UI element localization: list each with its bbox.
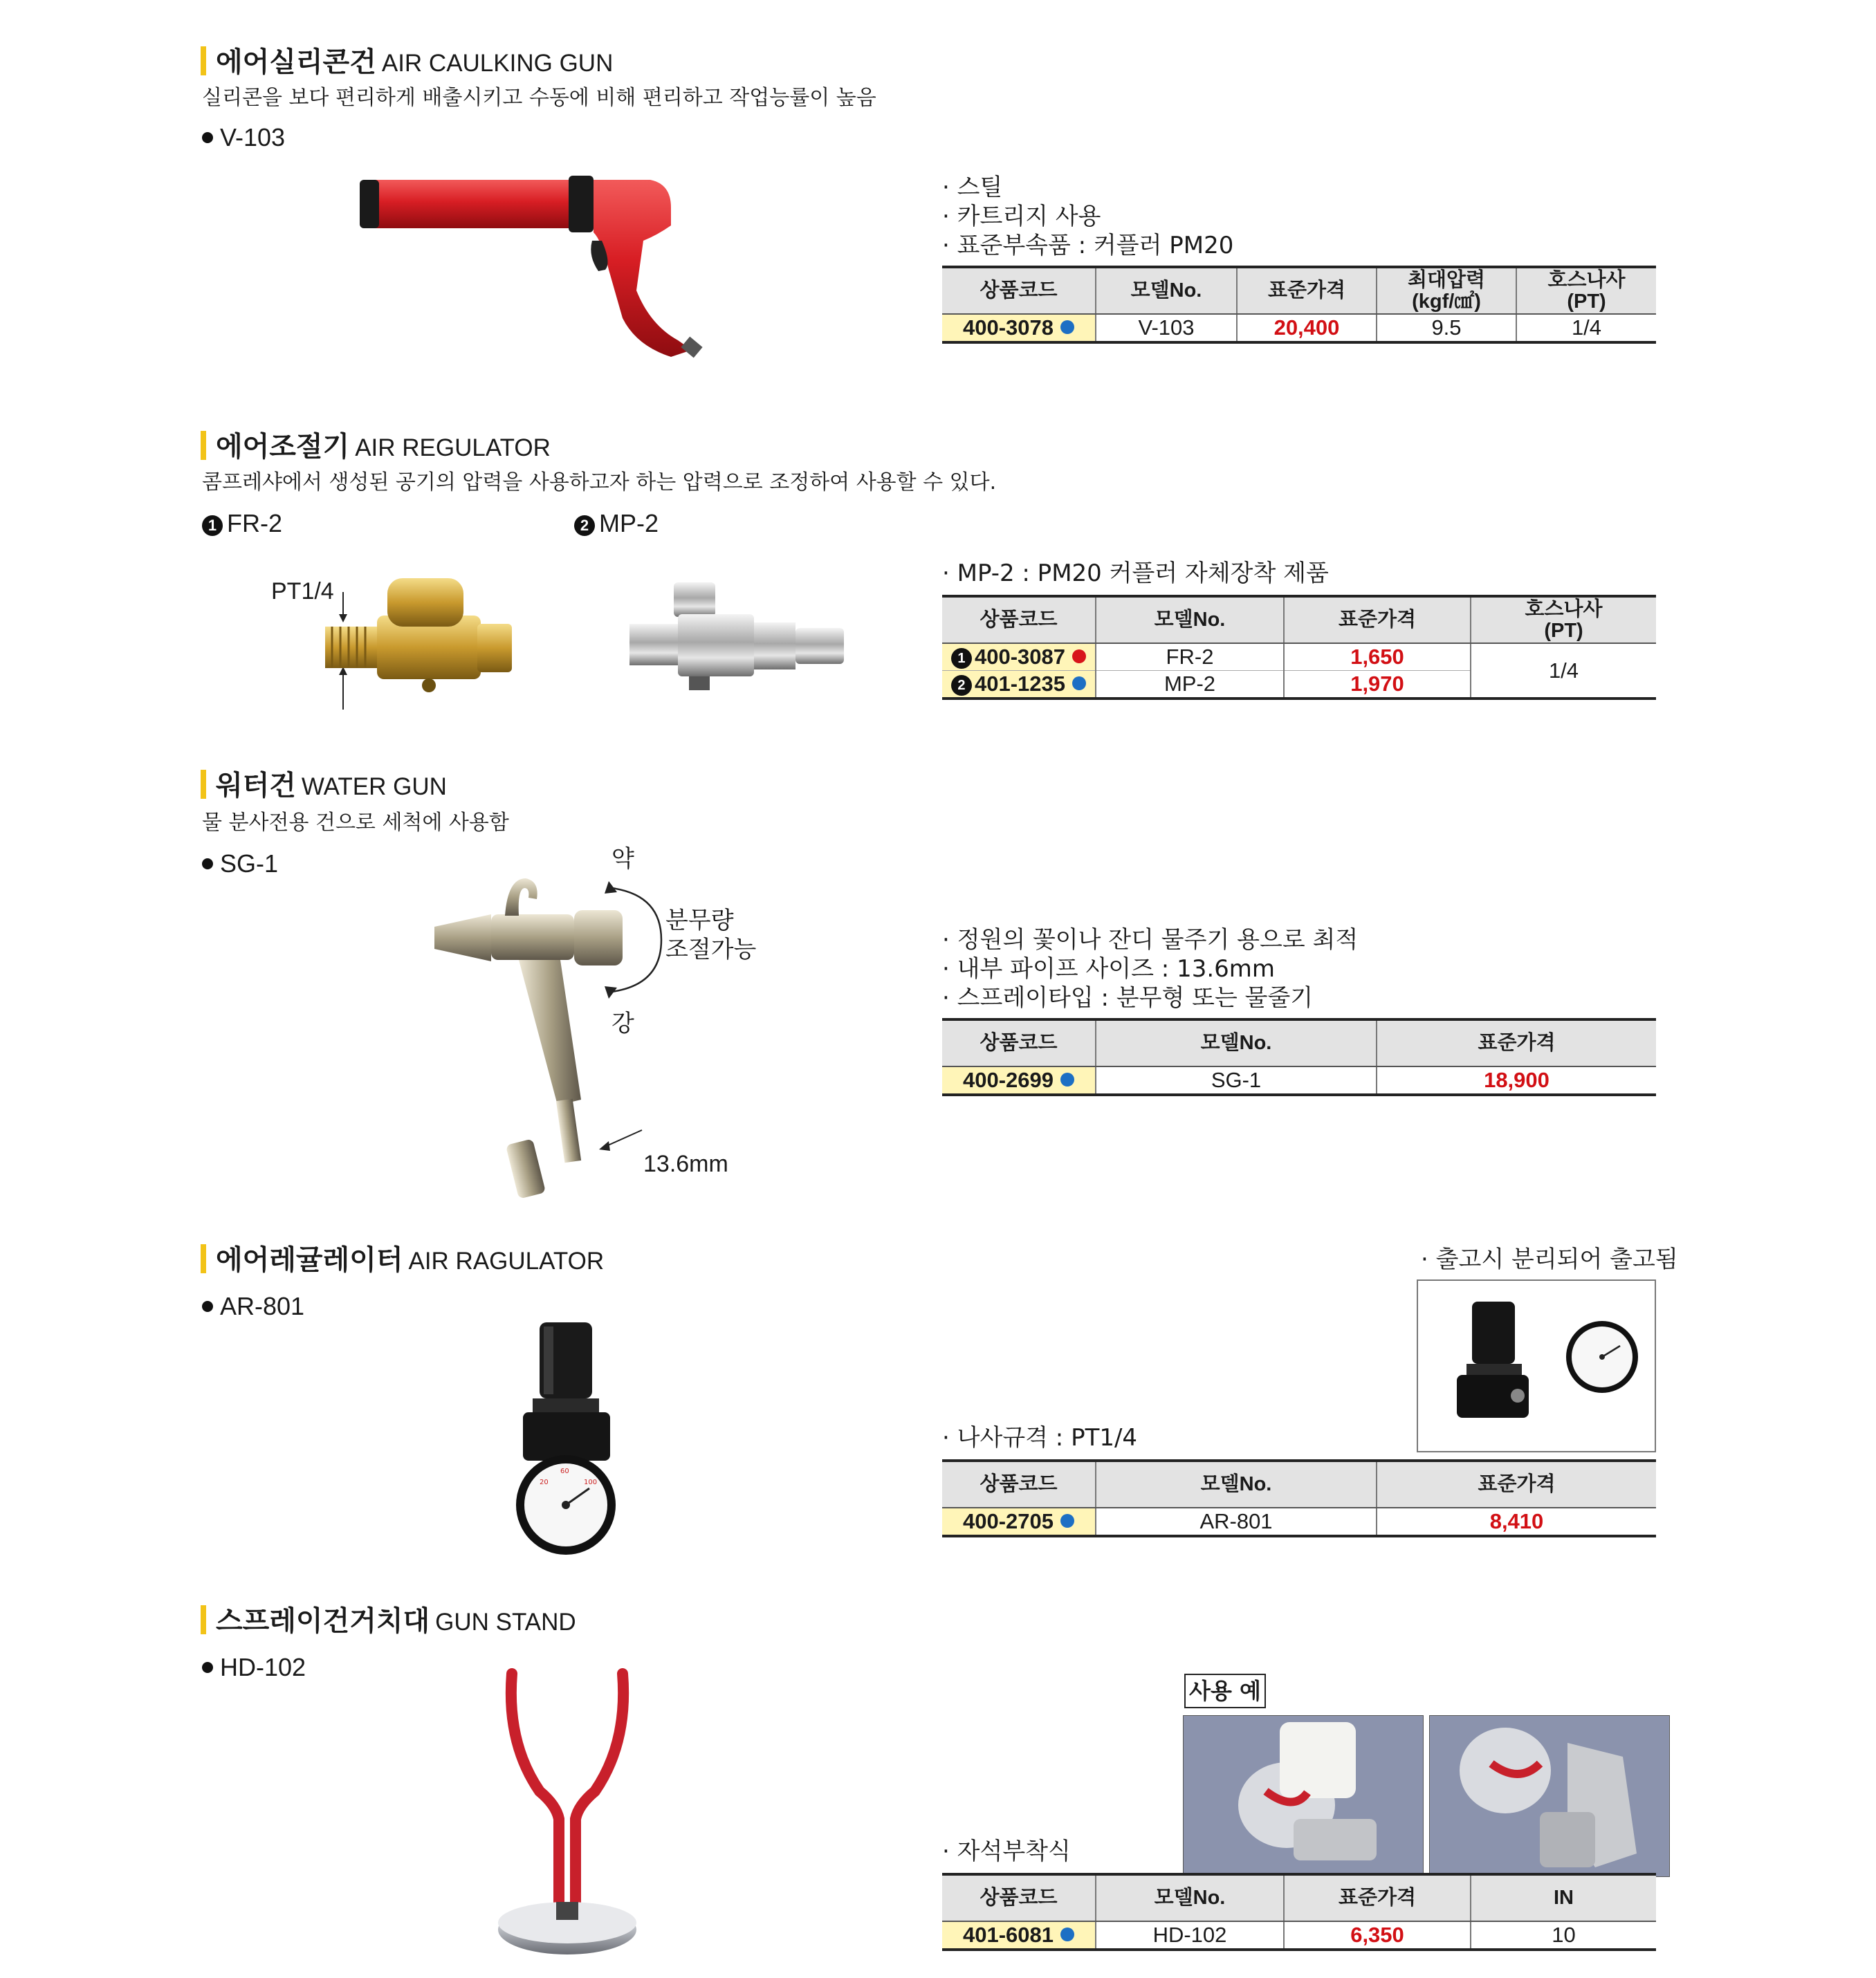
number-badge-icon: 1: [202, 515, 223, 536]
caulking-description: 실리콘을 보다 편리하게 배출시키고 수동에 비해 편리하고 작업능률이 높음: [202, 86, 876, 110]
ragulator-spec-table: [942, 1459, 1656, 1537]
svg-text:20: 20: [540, 1479, 549, 1486]
feature-item: · 나사규격 : PT1/4: [942, 1423, 1137, 1452]
header-price: 표준가격: [1377, 1019, 1656, 1066]
section-title-regulator: 에어조절기 AIR REGULATOR: [201, 430, 551, 465]
header-price: 표준가격: [1284, 1874, 1471, 1921]
caulking-model-label: V-103: [202, 123, 285, 152]
water-features: [942, 925, 1358, 1013]
header-thread: 호스나사 (PT): [1516, 267, 1656, 314]
size-pointer-icon: [596, 1127, 645, 1155]
product-code-cell: 1 400-3087: [942, 643, 1096, 671]
separated-regulator-image: [1418, 1281, 1655, 1451]
bullet-icon: [202, 1662, 213, 1673]
regulator-model1-label: 1 FR-2: [202, 509, 282, 538]
header-thread: 호스나사 (PT): [1471, 596, 1656, 643]
annotation-strong: 강: [611, 1010, 634, 1037]
table-header-row: [942, 1019, 1656, 1066]
product-code-cell: 400-3078: [942, 314, 1096, 342]
header-model: 모델No.: [1096, 596, 1284, 643]
ragulator-note: · 출고시 분리되어 출고됨: [1421, 1245, 1678, 1274]
table-row: [942, 314, 1656, 342]
title-accent-bar: [201, 46, 206, 75]
table-row: [942, 643, 1656, 671]
product-code-cell: 2 401-1235: [942, 671, 1096, 699]
header-code: 상품코드: [942, 1461, 1096, 1508]
feature-item: · 스틸: [942, 173, 1233, 202]
blue-dot-icon: [1060, 1073, 1074, 1087]
table-row: [942, 1921, 1656, 1950]
stand-features: [942, 1837, 1071, 1866]
inner-cell: 10: [1471, 1921, 1656, 1950]
bullet-icon: [202, 1301, 213, 1312]
number-badge-icon: 2: [951, 675, 972, 696]
stand-spec-table: [942, 1873, 1656, 1951]
caulking-spec-table: [942, 266, 1656, 344]
model-cell: SG-1: [1096, 1066, 1377, 1095]
regulator-description: 콤프레샤에서 생성된 공기의 압력을 사용하고자 하는 압력으로 조정하여 사용할 수 있다.: [202, 470, 997, 494]
table-row: [942, 1508, 1656, 1536]
svg-text:100: 100: [584, 1479, 598, 1486]
svg-text:60: 60: [560, 1468, 569, 1475]
section-title-stand: 스프레이건거치대 GUN STAND: [201, 1605, 576, 1639]
blue-dot-icon: [1060, 1928, 1074, 1941]
regulator-spec-table: [942, 595, 1656, 700]
ragulator-features: [942, 1423, 1137, 1452]
title-accent-bar: [201, 1605, 206, 1634]
water-description: 물 분사전용 건으로 세척에 사용함: [202, 811, 509, 835]
header-price: 표준가격: [1284, 596, 1471, 643]
pressure-cell: 9.5: [1377, 314, 1516, 342]
model-cell: MP-2: [1096, 671, 1284, 699]
header-code: 상품코드: [942, 1019, 1096, 1066]
header-code: 상품코드: [942, 1874, 1096, 1921]
price-cell: 20,400: [1237, 314, 1377, 342]
price-cell: 1,650: [1284, 643, 1471, 671]
feature-item: · MP-2 : PM20 커플러 자체장착 제품: [942, 559, 1329, 588]
model-cell: FR-2: [1096, 643, 1284, 671]
feature-item: · 정원의 꽃이나 잔디 물주기 용으로 최적: [942, 925, 1358, 954]
model-cell: HD-102: [1096, 1921, 1284, 1950]
price-cell: 1,970: [1284, 671, 1471, 699]
water-spec-table: [942, 1018, 1656, 1096]
header-pressure: 최대압력 (kgf/㎠): [1377, 267, 1516, 314]
title-accent-bar: [201, 770, 206, 799]
caulking-gun-image: [346, 159, 733, 367]
bullet-icon: [202, 132, 213, 143]
regulator-features: [942, 559, 1329, 588]
price-cell: 18,900: [1377, 1066, 1656, 1095]
table-header-row: [942, 267, 1656, 314]
feature-item: · 자석부착식: [942, 1837, 1071, 1866]
annotation-size: 13.6mm: [643, 1151, 728, 1177]
header-code: 상품코드: [942, 596, 1096, 643]
number-badge-icon: 1: [951, 648, 972, 669]
section-title-caulking: 에어실리콘건 AIR CAULKING GUN: [201, 46, 613, 80]
model-cell: V-103: [1096, 314, 1237, 342]
header-model: 모델No.: [1096, 1461, 1377, 1508]
thread-cell: 1/4: [1516, 314, 1656, 342]
feature-item: · 스프레이타입 : 분무형 또는 물줄기: [942, 983, 1358, 1013]
gun-stand-image: [484, 1660, 650, 1971]
header-price: 표준가격: [1237, 267, 1377, 314]
bullet-icon: [202, 858, 213, 869]
header-price: 표준가격: [1377, 1461, 1656, 1508]
pt-callout: PT1/4: [271, 578, 334, 604]
title-accent-bar: [201, 431, 206, 460]
header-model: 모델No.: [1096, 1019, 1377, 1066]
table-header-row: [942, 1461, 1656, 1508]
ragulator-model-label: AR-801: [202, 1292, 304, 1321]
stand-model-label: HD-102: [202, 1653, 306, 1682]
caulking-features: [942, 173, 1233, 260]
header-code: 상품코드: [942, 267, 1096, 314]
usage-example-label: 사용 예: [1184, 1674, 1266, 1708]
price-cell: 6,350: [1284, 1921, 1471, 1950]
header-inner: IN: [1471, 1874, 1656, 1921]
number-badge-icon: 2: [574, 515, 595, 536]
mp2-regulator-image: [623, 575, 851, 700]
blue-dot-icon: [1060, 320, 1074, 334]
header-model: 모델No.: [1096, 267, 1237, 314]
red-dot-icon: [1072, 649, 1086, 663]
header-model: 모델No.: [1096, 1874, 1284, 1921]
table-row: [942, 1066, 1656, 1095]
table-header-row: [942, 596, 1656, 643]
feature-item: · 표준부속품 : 커플러 PM20: [942, 231, 1233, 260]
fr2-regulator-image: [304, 571, 526, 717]
usage-photo-right: [1429, 1715, 1670, 1877]
rotation-arrow-icon: [599, 874, 675, 1006]
product-code-cell: 400-2699: [942, 1066, 1096, 1095]
title-accent-bar: [201, 1244, 206, 1273]
product-code-cell: 401-6081: [942, 1921, 1096, 1950]
water-model-label: SG-1: [202, 849, 278, 878]
section-title-ragulator: 에어레귤레이터 AIR RAGULATOR: [201, 1244, 604, 1278]
thread-cell: 1/4: [1471, 643, 1656, 699]
separated-parts-photo: [1417, 1279, 1656, 1452]
product-code-cell: 400-2705: [942, 1508, 1096, 1536]
regulator-model2-label: 2 MP-2: [574, 509, 659, 538]
blue-dot-icon: [1072, 676, 1086, 690]
price-cell: 8,410: [1377, 1508, 1656, 1536]
blue-dot-icon: [1060, 1514, 1074, 1528]
table-header-row: [942, 1874, 1656, 1921]
annotation-spray: 분무량 조절가능: [665, 907, 757, 963]
model-cell: AR-801: [1096, 1508, 1377, 1536]
ar801-regulator-image: [512, 1311, 623, 1567]
feature-item: · 카트리지 사용: [942, 202, 1233, 231]
section-title-water: 워터건 WATER GUN: [201, 769, 447, 804]
annotation-weak: 약: [611, 845, 634, 873]
feature-item: · 내부 파이프 사이즈 : 13.6mm: [942, 954, 1358, 983]
usage-photo-left: [1183, 1715, 1424, 1877]
